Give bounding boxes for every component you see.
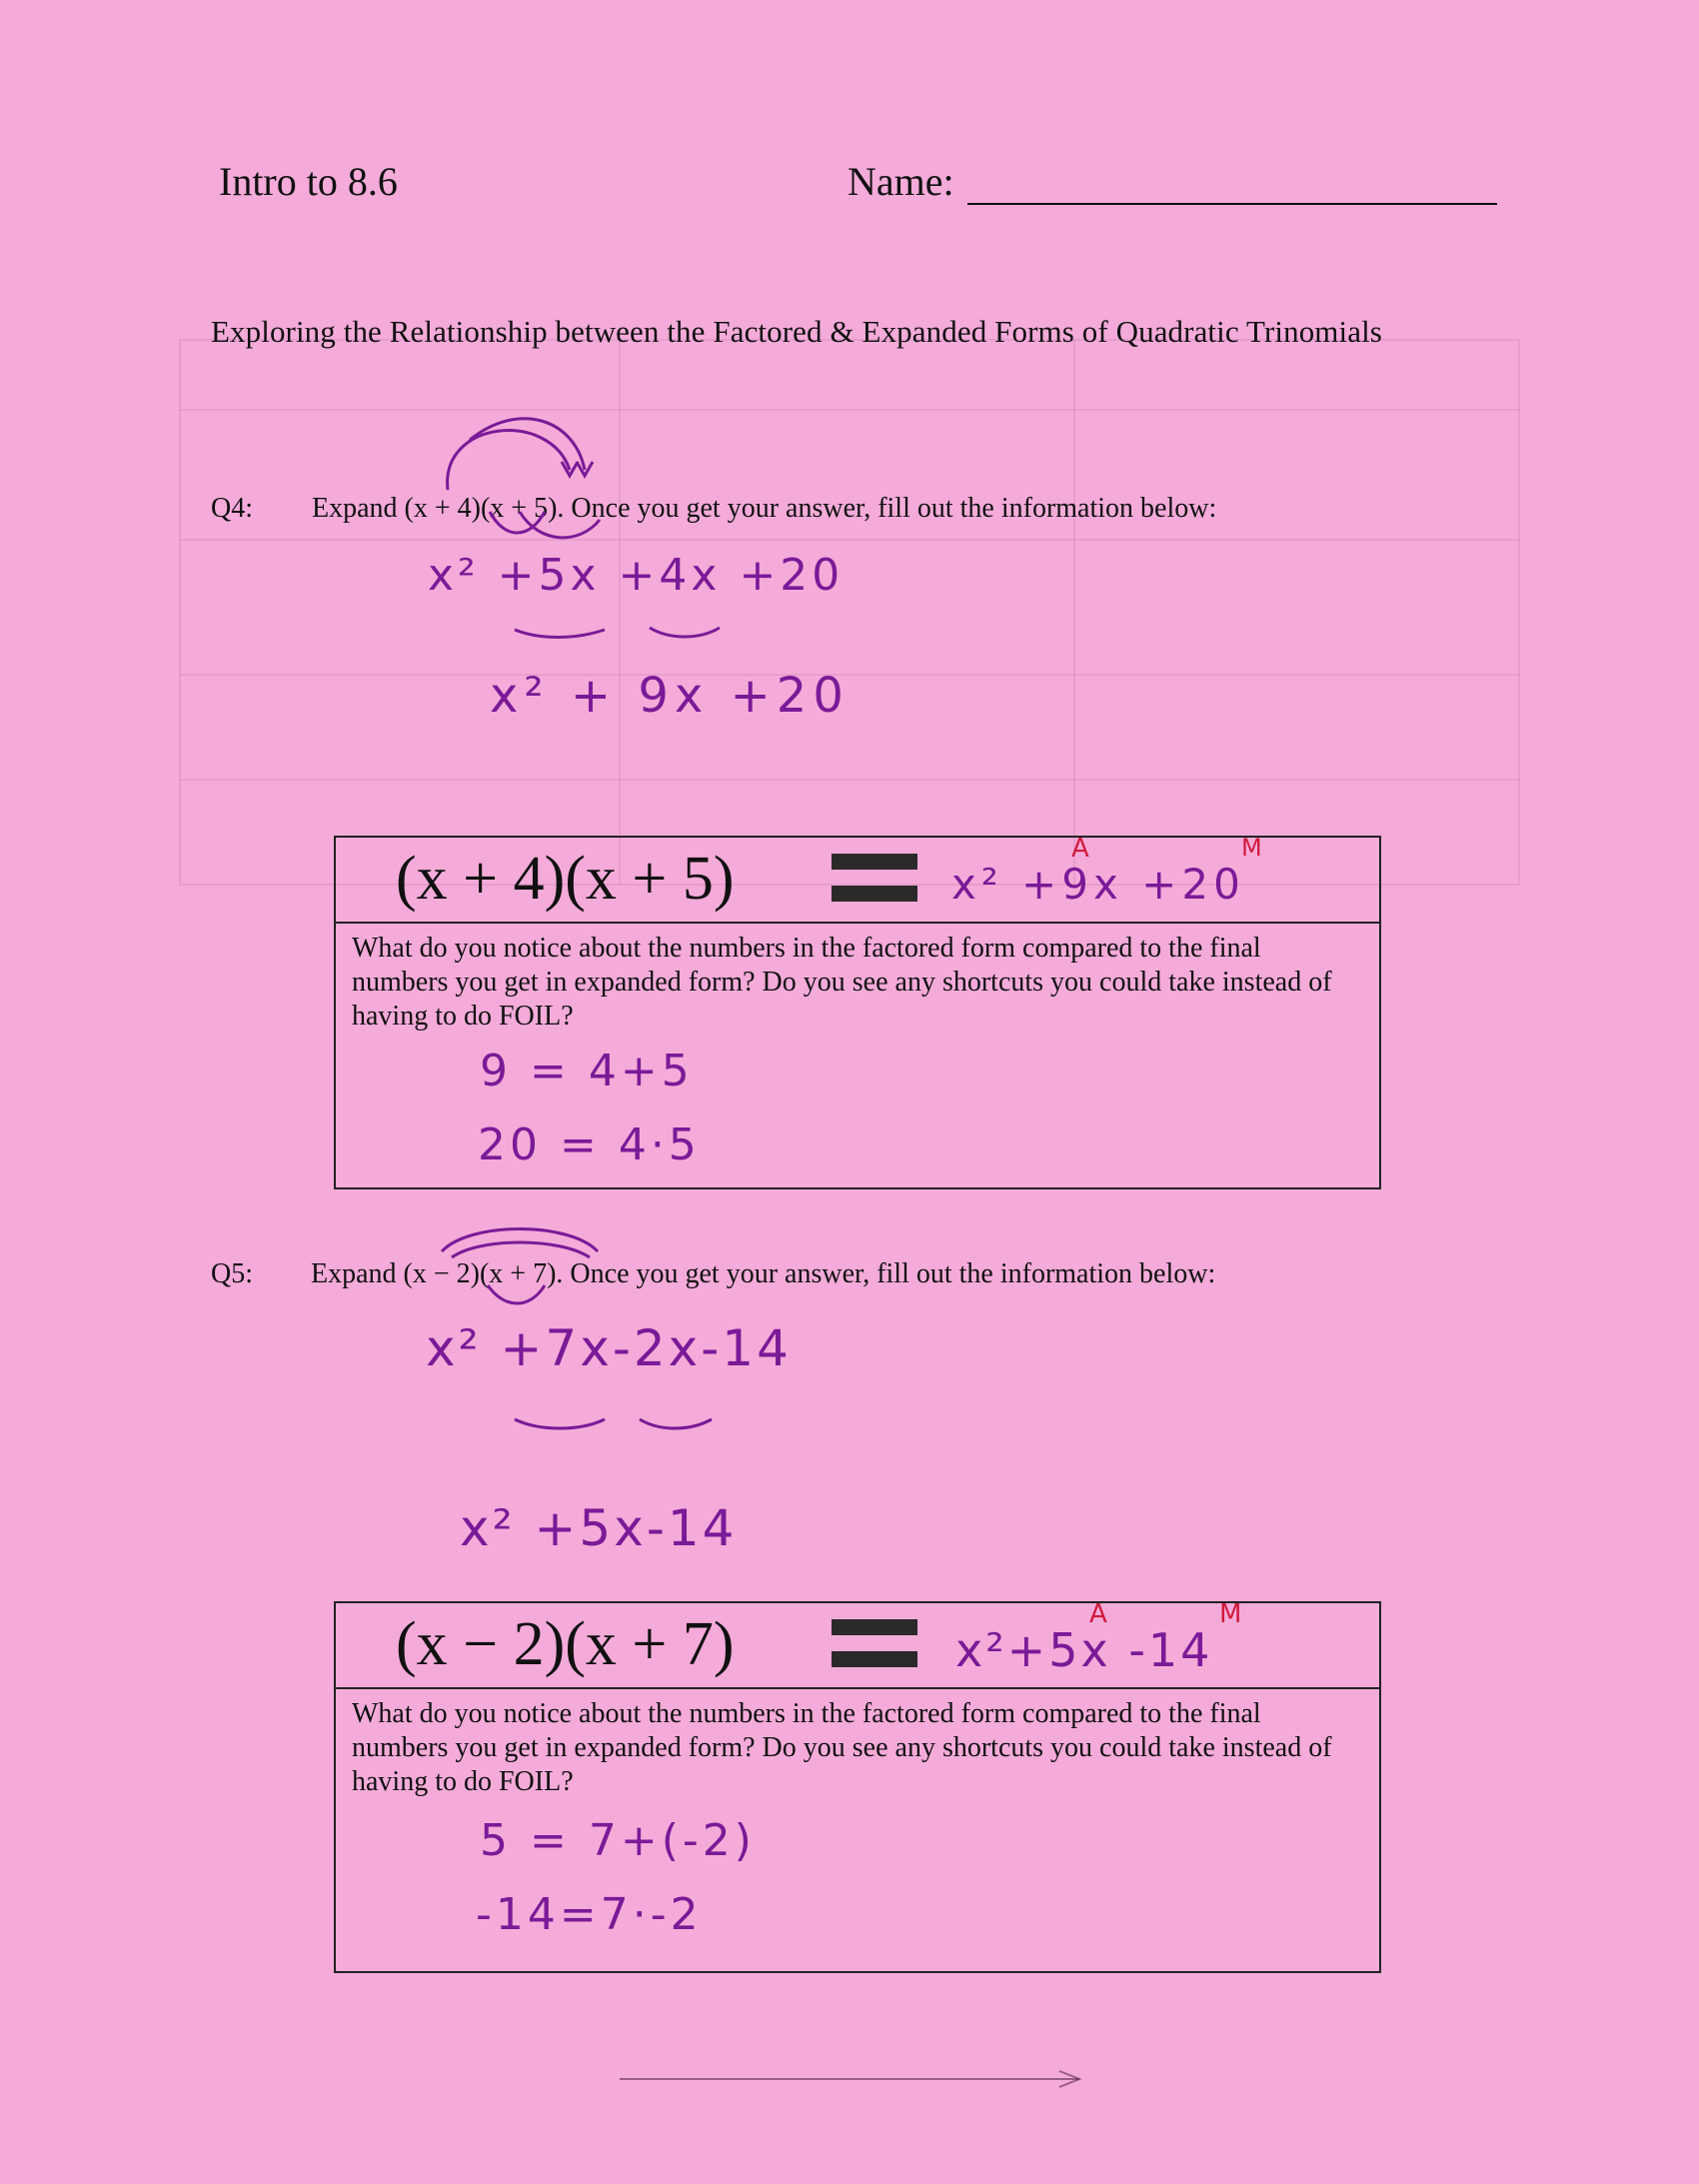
q5-box-factored-form: (x − 2)(x + 7)	[396, 1610, 735, 1678]
q4-answer-line-1: 9 = 4+5	[480, 1046, 694, 1096]
q5-box-answer: x²+5x -14	[955, 1623, 1213, 1677]
q5-equals-bar-top	[832, 1619, 917, 1635]
q5-marker-m: M	[1219, 1599, 1242, 1629]
q5-marker-a: A	[1089, 1599, 1107, 1629]
q4-work-line-1: x² +5x +4x +20	[428, 550, 845, 601]
worksheet-subtitle: Exploring the Relationship between the Factored & Expanded Forms of Quadratic Trinomials	[211, 314, 1382, 349]
q5-work-line-2: x² +5x-14	[460, 1499, 738, 1557]
q5-answer-line-2: -14=7·-2	[476, 1889, 703, 1940]
q5-expression: (x − 2)(x + 7).	[403, 1258, 564, 1289]
q4-work-line-2: x² + 9x +20	[490, 668, 850, 724]
q4-box-factored-form: (x + 4)(x + 5)	[396, 845, 735, 913]
q4-expression: (x + 4)(x + 5).	[404, 493, 565, 524]
q5-prompt-prefix: Expand	[311, 1258, 397, 1289]
q5-answer-box	[334, 1601, 1381, 1973]
q5-work-line-1: x² +7x-2x-14	[426, 1319, 792, 1377]
q5-label: Q5:	[211, 1258, 253, 1289]
q4-answer-line-2: 20 = 4·5	[478, 1119, 701, 1170]
course-title: Intro to 8.6	[219, 159, 398, 204]
q5-box-header	[336, 1599, 1379, 1689]
q5-answer-line-1: 5 = 7+(-2)	[480, 1815, 756, 1866]
q4-marker-a: A	[1071, 834, 1089, 864]
q4-prompt-prefix: Expand	[312, 493, 398, 524]
q5-box-prompt: What do you notice about the numbers in the factored form compared to the final numbers you get in expanded form? Do you see any shortcuts you could take instead of having to do FOIL?	[352, 1698, 1332, 1797]
q4-prompt-suffix: Once you get your answer, fill out the information below:	[571, 493, 1217, 524]
q4-marker-m: M	[1241, 834, 1262, 862]
q4-box-answer: x² +9x +20	[951, 860, 1245, 909]
q4-label: Q4:	[211, 493, 253, 524]
q5-prompt-suffix: Once you get your answer, fill out the information below:	[570, 1258, 1216, 1289]
name-label: Name:	[848, 159, 954, 204]
q5-equals-bar-bottom	[832, 1651, 917, 1667]
q4-box-prompt: What do you notice about the numbers in the factored form compared to the final numbers you get in expanded form? Do you see any shortcuts you could take instead of having to do FOIL?	[352, 933, 1332, 1032]
